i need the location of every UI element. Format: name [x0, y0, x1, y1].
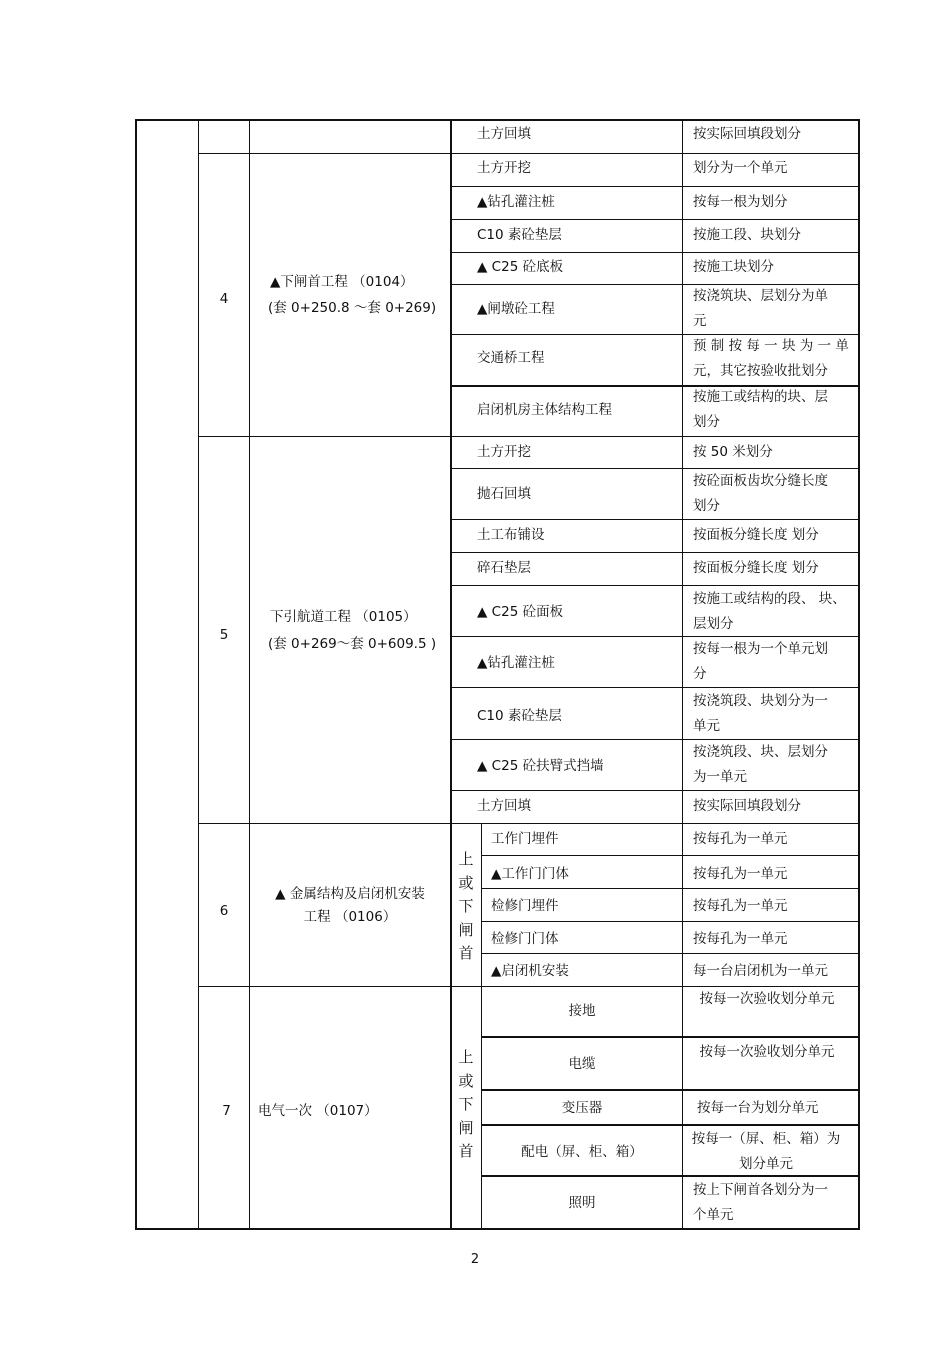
item-cell: 启闭机房主体结构工程: [477, 402, 612, 418]
row-separator: [450, 585, 860, 586]
row-separator: [481, 888, 860, 889]
rule-cell: 按每孔为一单元: [693, 898, 788, 914]
rule-cell: 按浇筑段、块、层划分为一单元: [693, 744, 828, 785]
rule-cell: 按施工或结构的段、 块、层划分: [693, 591, 846, 632]
group-name: 下引航道工程 （0105）: [270, 609, 417, 625]
rule-cell: 按砼面板齿坎分缝长度划分: [693, 473, 828, 514]
rule-cell: 按实际回填段划分: [693, 798, 801, 814]
rule-cell: 按施工段、块划分: [693, 227, 801, 243]
row-separator: [450, 790, 860, 791]
item-cell: ▲钻孔灌注桩: [477, 655, 555, 671]
table-border-right: [858, 119, 860, 1230]
item-cell: ▲钻孔灌注桩: [477, 194, 555, 210]
rule-cell: 按面板分缝长度 划分: [693, 560, 819, 576]
row-separator: [481, 953, 860, 954]
rule-cell: 按浇筑块、层划分为单元: [693, 288, 828, 329]
rule-cell: 每一台启闭机为一单元: [693, 963, 828, 979]
rule-cell: 按上下闸首各划分为一个单元: [693, 1182, 828, 1223]
row-separator: [481, 1124, 860, 1126]
rule-cell: 预 制 按 每 一 块 为 一 单 元，其它按验收批划分: [693, 338, 849, 379]
item-cell: ▲工作门门体: [491, 866, 569, 882]
rule-cell: 按每孔为一单元: [693, 831, 788, 847]
item-cell: 土方回填: [477, 126, 531, 142]
rule-cell: 按每一次验收划分单元: [699, 1044, 835, 1060]
rule-cell: 按施工或结构的块、层划分: [693, 389, 828, 430]
group-separator: [198, 436, 860, 437]
group-name-line2: 工程 （0106）: [303, 909, 397, 925]
table-border-bottom: [135, 1228, 860, 1230]
item-cell: 工作门埋件: [491, 831, 559, 847]
page-number: 2: [470, 1252, 480, 1267]
item-cell: ▲ C25 砼扶臂式挡墙: [477, 758, 604, 774]
item-cell: 土工布铺设: [477, 527, 545, 543]
item-cell: ▲ C25 砼底板: [477, 259, 564, 275]
rule-cell: 按每一根为划分: [693, 194, 788, 210]
rule-cell: 按实际回填段划分: [693, 126, 801, 142]
row-separator: [450, 186, 860, 187]
item-cell: 土方回填: [477, 798, 531, 814]
item-cell: ▲ C25 砼面板: [477, 604, 564, 620]
item-cell: 变压器: [561, 1100, 603, 1116]
rule-cell: 按 50 米划分: [693, 444, 773, 460]
item-cell: 抛石回填: [477, 486, 531, 502]
item-cell: 电缆: [568, 1056, 596, 1072]
rule-cell: 按每孔为一单元: [693, 931, 788, 947]
row-separator: [481, 855, 860, 856]
row-separator: [450, 687, 860, 688]
item-cell: C10 素砼垫层: [477, 708, 562, 724]
item-cell: 检修门门体: [491, 931, 559, 947]
column-divider-6: [682, 823, 683, 1230]
item-cell: 交通桥工程: [477, 350, 545, 366]
item-cell: ▲闸墩砼工程: [477, 301, 555, 317]
table-border-top: [135, 119, 860, 121]
column-divider-1: [198, 119, 199, 1230]
group-range: (套 0+250.8 ～套 0+269): [268, 300, 437, 316]
group-range: (套 0+269～套 0+609.5 ): [268, 636, 437, 652]
rule-cell: 划分为一个单元: [693, 160, 788, 176]
rule-cell: 按每一次验收划分单元: [699, 991, 835, 1007]
item-cell: 配电（屏、柜、箱）: [521, 1144, 643, 1160]
group-number: 5: [219, 627, 229, 643]
rule-cell: 按每孔为一单元: [693, 866, 788, 882]
rule-cell: 按每一台为划分单元: [697, 1100, 819, 1116]
rule-cell: 按每一（屏、柜、箱）为划分单元: [691, 1131, 841, 1172]
column-divider-5: [481, 823, 482, 1230]
group-separator: [198, 823, 860, 824]
rule-cell: 按每一根为一个单元划分: [693, 641, 828, 682]
group-number: 7: [222, 1103, 231, 1119]
rule-cell: 按施工块划分: [693, 259, 774, 275]
item-cell: 照明: [568, 1195, 596, 1211]
row-separator: [481, 1089, 860, 1091]
row-separator: [450, 219, 860, 220]
item-cell: C10 素砼垫层: [477, 227, 562, 243]
row-separator: [450, 252, 860, 253]
group-number: 6: [219, 903, 229, 919]
item-cell: 土方开挖: [477, 160, 531, 176]
column-divider-2: [249, 119, 250, 1230]
item-cell: ▲启闭机安装: [491, 963, 569, 979]
rule-cell: 按浇筑段、块划分为一单元: [693, 693, 828, 734]
table-border-left: [135, 119, 137, 1230]
group-number: 4: [219, 291, 229, 307]
rule-cell: 按面板分缝长度 划分: [693, 527, 819, 543]
side-label: 上或下闸首: [458, 850, 474, 962]
row-separator: [481, 921, 860, 922]
column-divider-3: [450, 119, 452, 1230]
side-label: 上或下闸首: [458, 1048, 474, 1160]
group-name: ▲下闸首工程 （0104）: [270, 274, 414, 290]
group-name: ▲ 金属结构及启闭机安装: [275, 886, 425, 902]
row-separator: [481, 1036, 860, 1038]
group-name: 电气一次 （0107）: [258, 1103, 378, 1119]
item-cell: 检修门埋件: [491, 898, 559, 914]
column-divider-4: [682, 119, 683, 823]
item-cell: 接地: [568, 1003, 596, 1019]
row-separator: [450, 552, 860, 553]
item-cell: 土方开挖: [477, 444, 531, 460]
group-separator: [198, 153, 860, 154]
item-cell: 碎石垫层: [477, 560, 531, 576]
row-separator: [450, 519, 860, 520]
